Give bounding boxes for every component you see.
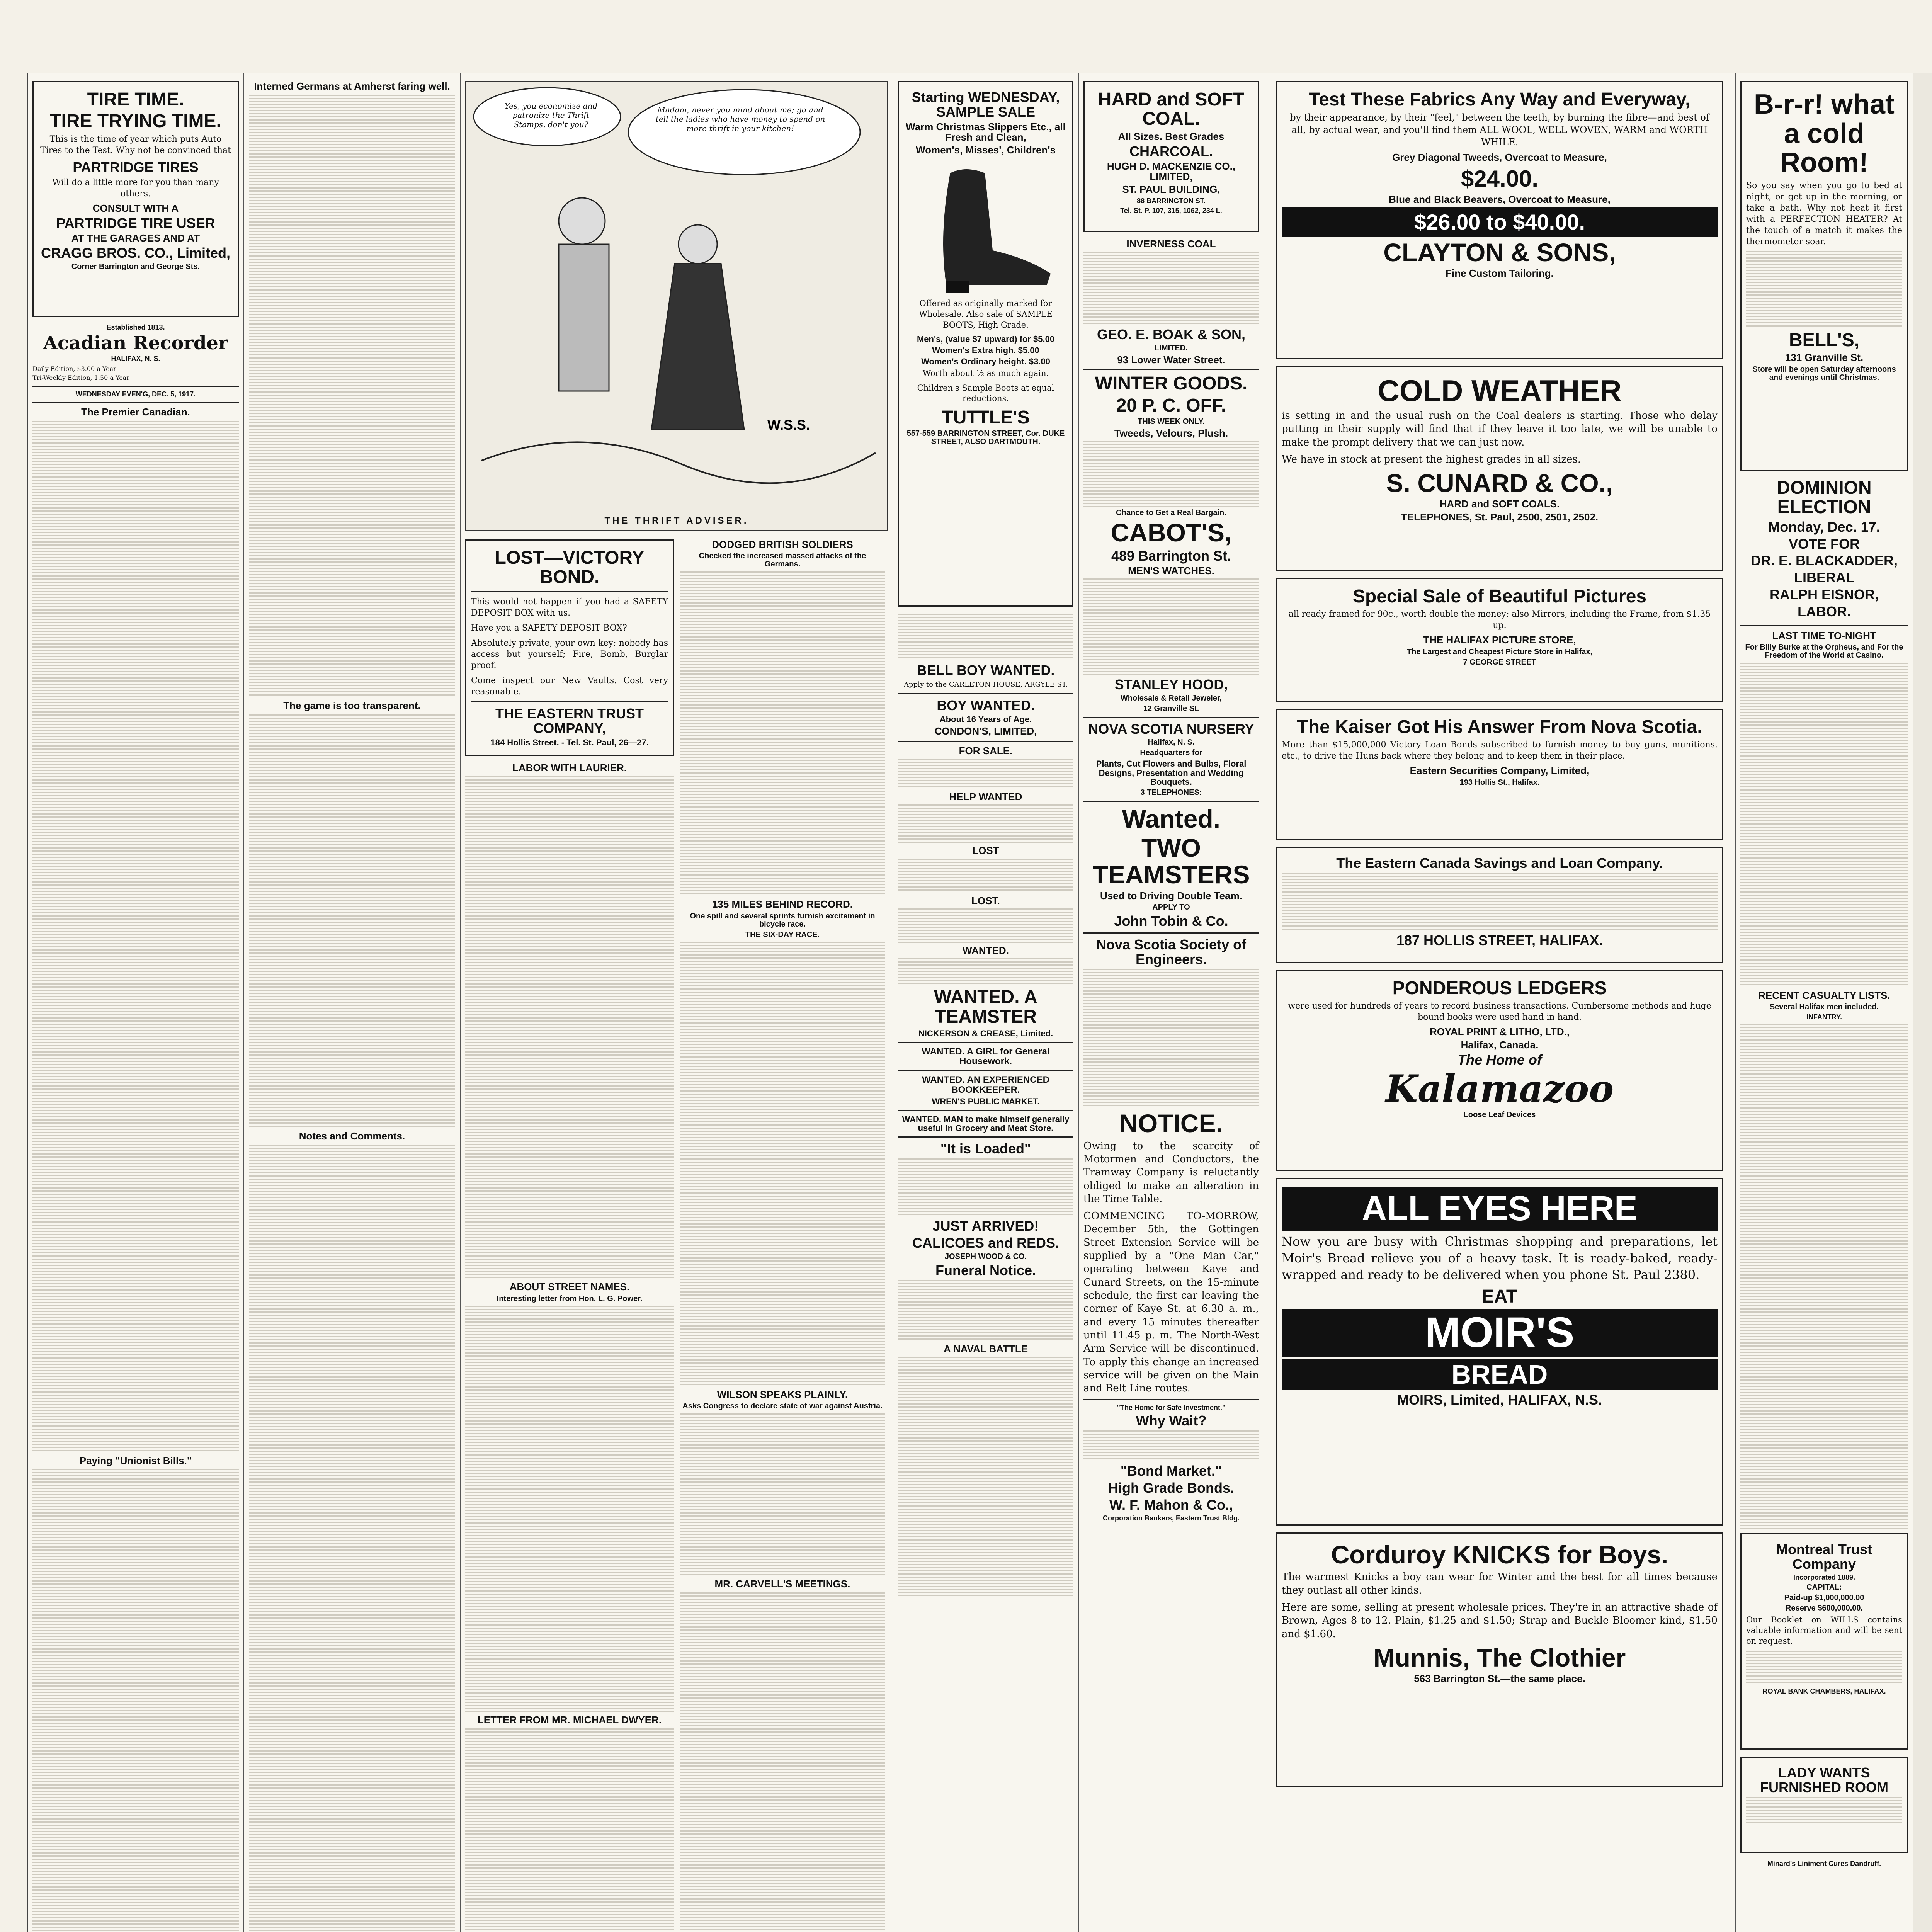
all-eyes-here: ALL EYES HERE <box>1282 1187 1718 1231</box>
charcoal: CHARCOAL. <box>1129 143 1213 160</box>
tuttle-name: TUTTLE'S <box>942 407 1030 428</box>
wilson-article-text <box>680 1413 885 1576</box>
tire-subtitle: TIRE TRYING TIME. <box>50 111 221 132</box>
column-2 <box>244 73 461 1932</box>
royal-print: ROYAL PRINT & LITHO, LTD., <box>1429 1026 1570 1038</box>
mt-text-2 <box>1746 1651 1902 1685</box>
savings-title: The Eastern Canada Savings and Loan Company. <box>1336 855 1663 871</box>
thrift-cartoon <box>465 81 888 531</box>
price-table <box>1083 441 1259 507</box>
labor-headline: LABOR WITH LAURIER. <box>512 762 627 774</box>
labor-label: LABOR. <box>1798 603 1851 619</box>
street-names-headline: ABOUT STREET NAMES. <box>509 1281 630 1293</box>
why-wait: Why Wait? <box>1136 1413 1207 1429</box>
liberal-label: LIBERAL <box>1794 570 1854 586</box>
moirs-limited: MOIRS, Limited, HALIFAX, N.S. <box>1397 1392 1602 1408</box>
column-6 <box>1079 73 1264 1932</box>
coal-title: HARD and SOFT COAL. <box>1098 89 1245 129</box>
moirs-text: Now you are busy with Christmas shopping and preparations, let Moir's Bread relieve you of a heavy task. It is ready-baked, ready-wrapped and ready to be delivered when you phone St. Paul 2380. <box>1282 1234 1718 1282</box>
pictures-title: Special Sale of Beautiful Pictures <box>1352 586 1647 607</box>
naval-battle-head: A NAVAL BATTLE <box>943 1343 1028 1355</box>
cold-weather-text-2: We have in stock at present the highest grades in all sizes. <box>1282 453 1581 465</box>
help-wanted-text <box>898 804 1073 843</box>
masthead: Acadian Recorder <box>43 332 228 354</box>
cartoon-speech-2: Madam, never you mind about me; go and tell the ladies who have money to spend on more thrift in your kitchen! <box>655 105 825 133</box>
notice-commencing: COMMENCING TO-MORROW, December 5th, the Gottingen Street Extension Service will be supplied by a "One Man Car," operating between Kaye and Cunard Streets, on the 15-minute schedule, the first car leaving the corner of Kaye St. at 6.30 a. m., and every 15 minutes thereafter until 11.45 p. m. The North-West Arm Service will be discontinued. To apply this change an increased service will be given on the Main and Belt Line routes. <box>1083 1210 1259 1395</box>
picture-store-addr: 7 GEORGE STREET <box>1463 658 1536 667</box>
for-sale-text <box>898 759 1073 789</box>
childrens-text: Children's Sample Boots at equal reductions. <box>917 383 1054 403</box>
clayton-name: CLAYTON & SONS, <box>1383 238 1616 267</box>
lady-text <box>1746 1797 1902 1824</box>
bells-ad <box>1740 81 1908 471</box>
nursery-phones: 3 TELEPHONES: <box>1140 788 1202 797</box>
election-title: DOMINION ELECTION <box>1777 478 1872 518</box>
mt-incorporated: Incorporated 1889. <box>1793 1573 1855 1581</box>
sample-sale-title: Starting WEDNESDAY, SAMPLE SALE <box>912 89 1060 120</box>
hood-address: 12 Granville St. <box>1143 704 1199 713</box>
clayton-ad <box>1276 81 1723 359</box>
munnis-name: Munnis, The Clothier <box>1373 1643 1626 1672</box>
lost-text-1 <box>898 859 1073 893</box>
minard-liniment: Minard's Liniment Cures Dandruff. <box>1767 1860 1881 1868</box>
offered-text: Offered as originally marked for Wholesale. Also sale of SAMPLE BOOTS, High Grade. <box>919 299 1053 330</box>
column-5 <box>893 73 1079 1932</box>
dwyer-letter-headline: LETTER FROM MR. MICHAEL DWYER. <box>477 1714 662 1726</box>
bicycle-subhead: One spill and several sprints furnish excitement in bicycle race. <box>690 912 875 929</box>
knicks-title: Corduroy KNICKS for Boys. <box>1331 1540 1668 1569</box>
lost-head-1: LOST <box>972 845 999 857</box>
notice-head: NOTICE. <box>1119 1109 1223 1138</box>
chance-line: Chance to Get a Real Bargain. <box>1116 509 1226 517</box>
nursery-name: NOVA SCOTIA NURSERY <box>1088 721 1254 737</box>
blackadder: DR. E. BLACKADDER, <box>1750 553 1898 569</box>
girl-wanted: WANTED. A GIRL for General Housework. <box>922 1046 1050 1067</box>
boak-address: 93 Lower Water Street. <box>1117 354 1225 366</box>
brrr-text: So you say when you go to bed at night, or get up in the morning, or take a bath. Why not heat it first with a PERFECTION HEATER? At the touch of a match it makes the thermometer soar. <box>1746 180 1902 247</box>
twenty-pct-off: 20 P. C. OFF. <box>1116 395 1226 416</box>
mackenzie-address: 88 BARRINGTON ST. <box>1137 197 1206 205</box>
paying-headline: Paying "Unionist Bills." <box>79 1454 192 1466</box>
lost-bond-text-4: Come inspect our New Vaults. Cost very reasonable. <box>471 675 668 697</box>
for-sale-head: FOR SALE. <box>959 745 1013 757</box>
tri-weekly-rate: Tri-Weekly Edition, 1.50 a Year <box>32 374 129 382</box>
game-article-text <box>249 714 455 1128</box>
wrens-market: WREN'S PUBLIC MARKET. <box>932 1096 1040 1106</box>
tire-text: This is the time of year which puts Auto Tires to the Test. Why not be convinced that <box>40 134 231 155</box>
carvell-headline: MR. CARVELL'S MEETINGS. <box>714 1578 850 1590</box>
john-tobin: John Tobin & Co. <box>1114 913 1228 929</box>
garages-line: AT THE GARAGES AND AT <box>71 232 200 244</box>
dateline: WEDNESDAY EVEN'G, DEC. 5, 1917. <box>75 390 196 398</box>
eastern-securities: Eastern Securities Company, Limited, <box>1410 765 1590 777</box>
double-team: Used to Driving Double Team. <box>1100 889 1242 901</box>
it-is-loaded: "It is Loaded" <box>940 1141 1031 1157</box>
heater-prices <box>1746 251 1902 328</box>
game-headline: The game is too transparent. <box>283 700 421 712</box>
casualty-list <box>1740 1024 1908 1530</box>
lost-head-2: LOST. <box>971 895 1000 906</box>
cartoon-label: W.S.S. <box>767 417 810 433</box>
clayton-sub: Fine Custom Tailoring. <box>1446 267 1554 279</box>
bond-market: "Bond Market." <box>1120 1463 1222 1479</box>
kalamazoo-logo: Kalamazoo <box>1385 1066 1614 1111</box>
infantry-head: INFANTRY. <box>1806 1013 1842 1021</box>
eisnor: RALPH EISNOR, <box>1769 586 1879 602</box>
bicycle-headline: 135 MILES BEHIND RECORD. <box>712 898 853 910</box>
mt-text: Our Booklet on WILLS contains valuable information and will be sent on request. <box>1746 1615 1902 1646</box>
test-fabrics-text: by their appearance, by their "feel," between the teeth, by burning the fibre—and best of all, by actual wear, and you'll find them ALL WOOL, WELL WOVEN, WARM and WORTH WHILE. <box>1290 112 1709 148</box>
sample-sale-kinds: Women's, Misses', Children's <box>916 144 1056 156</box>
mahon-name: W. F. Mahon & Co., <box>1109 1497 1233 1513</box>
tire-text-2: Will do a little more for you than many others. <box>52 177 219 199</box>
nursery-place: Halifax, N. S. <box>1148 738 1195 747</box>
bicycle-article-text <box>680 942 885 1386</box>
calicoes-reds: CALICOES and REDS. <box>912 1235 1060 1251</box>
two-teamsters: TWO TEAMSTERS <box>1092 833 1250 889</box>
small-notice <box>898 614 1073 660</box>
bell-boy-text: Apply to the CARLETON HOUSE, ARGYLE ST. <box>904 680 1068 689</box>
apply-to: APPLY TO <box>1152 903 1190 912</box>
lost-bond-text-2: Have you a SAFETY DEPOSIT BOX? <box>471 623 627 633</box>
boak-name: GEO. E. BOAK & SON, <box>1097 327 1246 343</box>
tuttle-address: 557-559 BARRINGTON STREET, Cor. DUKE STREET, ALSO DARTMOUTH. <box>906 429 1065 446</box>
premier-article-text <box>32 421 239 1452</box>
bell-boy-wanted: BELL BOY WANTED. <box>917 662 1055 678</box>
grey-tweeds-line: Grey Diagonal Tweeds, Overcoat to Measure, <box>1392 151 1607 163</box>
mt-paid-up: Paid-up $1,000,000.00 <box>1784 1593 1864 1602</box>
munnis-address: 563 Barrington St.—the same place. <box>1414 1673 1585 1685</box>
paying-article-text <box>32 1469 239 1932</box>
shoe-illustration <box>904 158 1073 297</box>
engineers-society: Nova Scotia Society of Engineers. <box>1096 936 1247 967</box>
bookkeeper-wanted: WANTED. AN EXPERIENCED BOOKKEEPER. <box>922 1075 1049 1095</box>
cabots-name: CABOT'S, <box>1111 518 1232 547</box>
tweeds-line: Tweeds, Velours, Plush. <box>1114 427 1228 439</box>
inverness-text <box>1083 252 1259 325</box>
bells-name: BELL'S, <box>1789 330 1860 350</box>
teamster-wanted: WANTED. A TEAMSTER <box>934 987 1037 1027</box>
funeral-notice: Funeral Notice. <box>935 1262 1036 1278</box>
pictures-ad <box>1276 578 1723 702</box>
royal-place: Halifax, Canada. <box>1461 1039 1539 1051</box>
lost-bond-text-3: Absolutely private, your own key; nobody has access but yourself; Fire, Bomb, Burglar proof. <box>471 638 668 670</box>
bread-label: BREAD <box>1282 1359 1718 1391</box>
kalamazoo-sub: Loose Leaf Devices <box>1463 1110 1536 1119</box>
price-24: $24.00. <box>1461 165 1539 192</box>
cunard-name: S. CUNARD & CO., <box>1386 469 1613 498</box>
knicks-text: The warmest Knicks a boy can wear for Winter and the best for all times because they outlast all other kinds. <box>1282 1571 1718 1596</box>
mens-price: Men's, (value $7 upward) for $5.00 <box>917 334 1055 344</box>
lost-bond-ad <box>465 539 674 756</box>
notes-article-text <box>249 1145 455 1932</box>
mt-capital: CAPITAL: <box>1806 1583 1842 1592</box>
man-wanted: WANTED. MAN to make himself generally useful in Grocery and Meat Store. <box>902 1114 1070 1133</box>
kaiser-ad <box>1276 709 1723 840</box>
kaiser-text: More than $15,000,000 Victory Loan Bonds subscribed to furnish money to buy guns, munitions, etc., to drive the Huns back where they belong and to keep them in their place. <box>1282 740 1718 761</box>
this-week-only: THIS WEEK ONLY. <box>1138 417 1205 426</box>
worth-text: Worth about ½ as much again. <box>922 368 1049 378</box>
montreal-trust-ad <box>1740 1533 1908 1750</box>
boy-wanted-age: About 16 Years of Age. <box>939 714 1032 724</box>
last-time-tonight: LAST TIME TO-NIGHT <box>1772 629 1876 641</box>
savings-text <box>1282 873 1718 931</box>
billy-burke: For Billy Burke at the Orpheus, and For the Freedom of the World at Casino. <box>1745 643 1903 660</box>
picture-store-sub: The Largest and Cheapest Picture Store in Halifax, <box>1406 647 1593 656</box>
moirs-ad <box>1276 1178 1723 1526</box>
newspaper-sheet <box>27 73 1932 1932</box>
mackenzie-tel: Tel. St. P. 107, 315, 1062, 234 L. <box>1120 206 1222 214</box>
nickerson-crease: NICKERSON & CREASE, Limited. <box>918 1029 1053 1038</box>
mt-reserve: Reserve $600,000.00. <box>1785 1604 1863 1612</box>
notes-headline: Notes and Comments. <box>299 1130 405 1142</box>
labor-article-text <box>465 776 674 1279</box>
cartoon-caption: THE THRIFT ADVISER. <box>604 515 749 526</box>
pictures-text: all ready framed for 90c., worth double the money; also Mirrors, including the Frame, from $1.35 up. <box>1288 609 1711 631</box>
interned-headline: Interned Germans at Amherst faring well. <box>254 80 450 92</box>
casualty-sub: Several Halifax men included. <box>1769 1003 1879 1012</box>
cunard-sub: HARD and SOFT COALS. <box>1439 498 1560 510</box>
moirs-logo: MOIR'S <box>1282 1309 1718 1357</box>
sample-sale-sub: Warm Christmas Slippers Etc., all Fresh and Clean, <box>906 121 1066 143</box>
ledgers-text: were used for hundreds of years to record business transactions. Cumbersome methods and huge bound books were used hand in hand. <box>1288 1001 1711 1022</box>
lady-ad <box>1740 1757 1908 1853</box>
womens-ordinary-price: Women's Ordinary height. $3.00 <box>921 356 1050 366</box>
wilson-subhead: Asks Congress to declare state of war against Austria. <box>682 1401 883 1410</box>
kaiser-title: The Kaiser Got His Answer From Nova Scotia. <box>1297 717 1702 737</box>
notice-text: Owing to the scarcity of Motormen and Conductors, the Tramway Company is reluctantly obliged to make an alteration in the Time Table. <box>1083 1140 1259 1205</box>
wanted-head-1: WANTED. <box>963 944 1009 956</box>
engineers-text <box>1083 969 1259 1108</box>
vote-for: VOTE FOR <box>1788 536 1860 552</box>
cold-weather: COLD WEATHER <box>1378 374 1622 408</box>
loaded-text <box>898 1158 1073 1216</box>
mens-watches: MEN'S WATCHES. <box>1128 565 1214 577</box>
mackenzie-coal-ad <box>1083 81 1259 232</box>
premier-headline: The Premier Canadian. <box>81 406 190 418</box>
cunard-tel: TELEPHONES, St. Paul, 2500, 2501, 2502. <box>1401 511 1599 523</box>
cold-weather-text: is setting in and the usual rush on the Coal dealers is starting. Those who delay putting in their supply will find that if they leave it too late, we will be unable to make the prompt delivery that we can just now. <box>1282 410 1718 448</box>
tire-ad <box>32 81 239 317</box>
lost-bond-title: LOST—VICTORY BOND. <box>495 548 645 588</box>
dodged-article-text <box>680 571 885 896</box>
home-of: The Home of <box>1457 1052 1542 1068</box>
cartoon-speech-1: Yes, you economize and patronize the Thrift Stamps, don't you? <box>504 101 598 129</box>
dodged-subhead: Checked the increased massed attacks of the Germans. <box>699 552 866 569</box>
next-page-gutter <box>1913 73 1932 1932</box>
beavers-line: Blue and Black Beavers, Overcoat to Measure, <box>1389 193 1611 205</box>
lost-bond-text-1: This would not happen if you had a SAFETY DEPOSIT BOX with us. <box>471 597 668 618</box>
column-7 <box>1264 73 1736 1932</box>
savings-ad <box>1276 847 1723 963</box>
price-26-40: $26.00 to $40.00. <box>1282 207 1718 237</box>
column-8 <box>1736 73 1913 1932</box>
womens-extra-price: Women's Extra high. $5.00 <box>932 345 1039 355</box>
interned-article-text <box>249 95 455 697</box>
dodged-headline: DODGED BRITISH SOLDIERS <box>712 539 853 550</box>
wanted-text-1 <box>898 958 1073 985</box>
savings-address: 187 HOLLIS STREET, HALIFAX. <box>1396 932 1603 948</box>
street-names-subhead: Interesting letter from Hon. L. G. Power. <box>497 1294 643 1303</box>
eastern-trust-address: 184 Hollis Street. - Tel. St. Paul, 26—27. <box>490 737 649 747</box>
established-line: Established 1813. <box>106 323 165 331</box>
st-paul-building: ST. PAUL BUILDING, <box>1122 184 1220 196</box>
royal-bank-chambers: ROYAL BANK CHAMBERS, HALIFAX. <box>1762 1687 1886 1695</box>
boak-limited: LIMITED. <box>1155 344 1188 353</box>
cartoon-illustration <box>466 82 888 515</box>
bells-note: Store will be open Saturday afternoons and evenings until Christmas. <box>1752 365 1896 382</box>
montreal-trust: Montreal Trust Company <box>1776 1541 1872 1572</box>
eastern-securities-addr: 193 Hollis St., Halifax. <box>1459 778 1540 787</box>
carvell-article-text <box>680 1592 885 1932</box>
winter-goods: WINTER GOODS. <box>1095 373 1248 394</box>
partridge-user: PARTRIDGE TIRE USER <box>56 215 215 231</box>
dwyer-letter-text <box>465 1728 674 1932</box>
tire-title: TIRE TIME. <box>87 89 184 110</box>
cabots-address: 489 Barrington St. <box>1111 548 1231 564</box>
wilson-headline: WILSON SPEAKS PLAINLY. <box>717 1388 848 1400</box>
column-3-4 <box>461 73 893 1932</box>
six-day-head: THE SIX-DAY RACE. <box>745 930 820 939</box>
partridge-tires: PARTRIDGE TIRES <box>73 159 199 175</box>
mackenzie-name: HUGH D. MACKENZIE CO., LIMITED, <box>1107 160 1236 183</box>
watches-text <box>1083 578 1259 675</box>
lady-wants-room: LADY WANTS FURNISHED ROOM <box>1760 1765 1888 1795</box>
nursery-hq: Headquarters for <box>1140 748 1202 757</box>
cragg-address: Corner Barrington and George Sts. <box>71 262 200 271</box>
brrr-title: B-r-r! what a cold Room! <box>1754 89 1895 179</box>
ledgers-ad <box>1276 970 1723 1171</box>
high-grade-bonds: High Grade Bonds. <box>1108 1480 1235 1496</box>
joseph-wood: JOSEPH WOOD & CO. <box>944 1252 1027 1261</box>
street-names-text <box>465 1306 674 1712</box>
help-wanted-head: HELP WANTED <box>949 791 1022 803</box>
munnis-ad <box>1276 1532 1723 1787</box>
bells-address: 131 Granville St. <box>1785 352 1864 364</box>
masthead-place: HALIFAX, N. S. <box>111 355 160 363</box>
just-arrived: JUST ARRIVED! <box>932 1218 1039 1234</box>
inverness-head: INVERNESS COAL <box>1126 238 1216 250</box>
consult-line: CONSULT WITH A <box>92 202 179 214</box>
amusements-text <box>1740 663 1908 987</box>
hood-sub: Wholesale & Retail Jeweler, <box>1120 694 1222 702</box>
stanley-hood: STANLEY HOOD, <box>1114 676 1228 692</box>
nursery-items: Plants, Cut Flowers and Bulbs, Floral Designs, Presentation and Wedding Bouquets. <box>1096 759 1247 787</box>
bond-text <box>1083 1430 1259 1461</box>
casualty-title: RECENT CASUALTY LISTS. <box>1758 989 1890 1001</box>
coal-sub: All Sizes. Best Grades <box>1118 130 1225 142</box>
daily-rate: Daily Edition, $3.00 a Year <box>32 365 116 373</box>
ledgers-title: PONDEROUS LEDGERS <box>1392 978 1607 998</box>
eat-label: EAT <box>1481 1286 1518 1307</box>
tuttle-ad <box>898 81 1073 607</box>
column-1 <box>28 73 244 1932</box>
boy-wanted: BOY WANTED. <box>937 697 1035 713</box>
wanted-big: Wanted. <box>1122 804 1221 833</box>
condons-name: CONDON'S, LIMITED, <box>934 725 1037 737</box>
safe-investment: "The Home for Safe Investment." <box>1117 1403 1226 1412</box>
funeral-text <box>898 1280 1073 1342</box>
picture-store-name: THE HALIFAX PICTURE STORE, <box>1423 634 1576 646</box>
naval-battle-text <box>898 1357 1073 1597</box>
lost-text-2 <box>898 908 1073 943</box>
election-date: Monday, Dec. 17. <box>1768 519 1880 535</box>
knicks-price: Here are some, selling at present wholesale prices. They're in an attractive shade of Brown, Ages 8 to 12. Plain, $1.25 and $1.50; Strap and Buckle Bloomer kind, $1.50 and $1.60. <box>1282 1601 1718 1640</box>
cunard-ad <box>1276 366 1723 571</box>
test-fabrics-title: Test These Fabrics Any Way and Everyway, <box>1309 89 1690 110</box>
eastern-trust-name: THE EASTERN TRUST COMPANY, <box>495 706 644 736</box>
mahon-sub: Corporation Bankers, Eastern Trust Bldg. <box>1102 1514 1240 1522</box>
cragg-bros: CRAGG BROS. CO., Limited, <box>41 245 231 261</box>
